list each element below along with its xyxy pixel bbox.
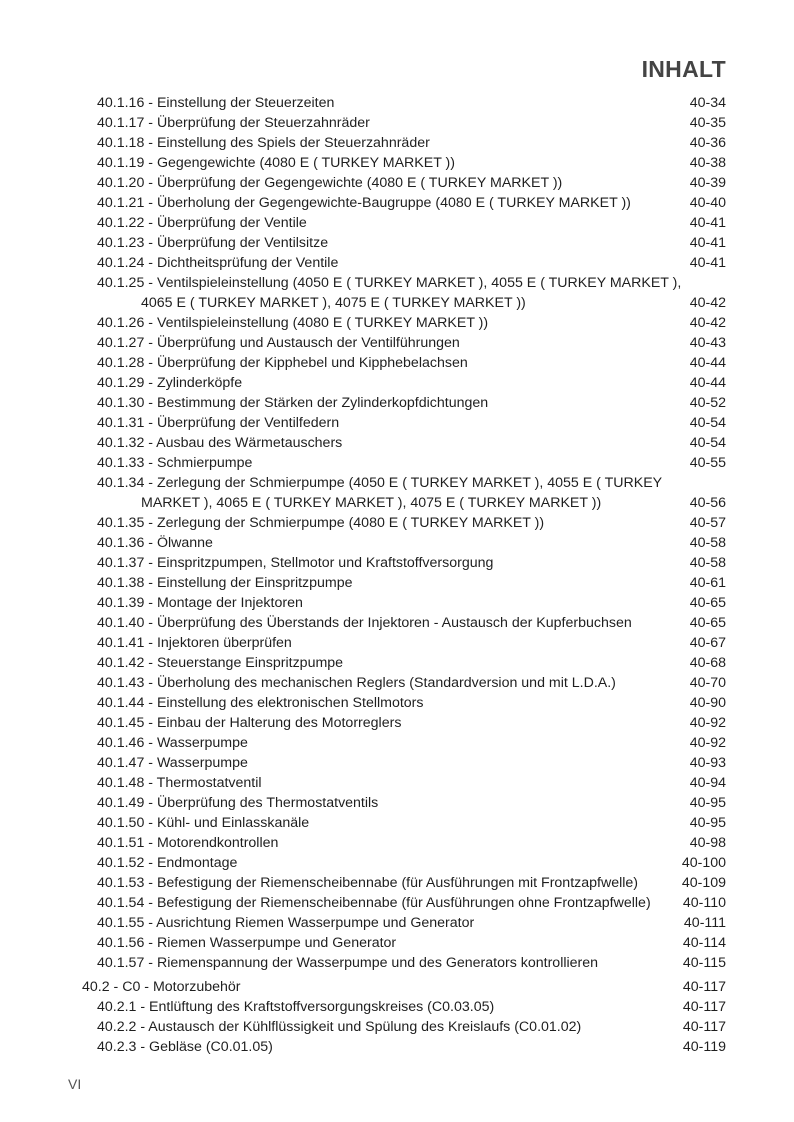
toc-entry-40-1-42[interactable] — [0, 653, 794, 673]
toc-entry-page: 40-36 — [689, 135, 726, 151]
toc-entry-title: 40.1.26 - Ventilspieleinstellung (4080 E ( TURKEY MARKET )) — [97, 315, 489, 331]
toc-entry-40-1-24[interactable] — [0, 253, 794, 273]
toc-entry-40-1-23[interactable] — [0, 233, 794, 253]
toc-entry-title: 40.1.38 - Einstellung der Einspritzpumpe — [97, 575, 353, 591]
toc-entry-page: 40-68 — [689, 655, 726, 671]
toc-entry-title: 40.1.32 - Ausbau des Wärmetauschers — [97, 435, 343, 451]
toc-entry-page: 40-58 — [689, 555, 726, 571]
toc-entry-page: 40-114 — [682, 935, 726, 951]
toc-entry-page: 40-54 — [689, 415, 726, 431]
toc-entry-title: 40.1.51 - Motorendkontrollen — [97, 835, 279, 851]
toc-entry-page: 40-95 — [689, 795, 726, 811]
toc-entry-title: 40.1.22 - Überprüfung der Ventile — [97, 215, 307, 231]
toc-entry-page: 40-95 — [689, 815, 726, 831]
toc-entry-40-1-54[interactable] — [0, 893, 794, 913]
toc-entry-page: 40-100 — [681, 855, 726, 871]
toc-entry-title: 40.1.53 - Befestigung der Riemenscheibennabe (für Ausführungen mit Frontzapfwelle) — [97, 875, 639, 891]
toc-entry-title: 40.1.23 - Überprüfung der Ventilsitze — [97, 235, 329, 251]
toc-entry-40-1-28[interactable] — [0, 353, 794, 373]
toc-entry-title: 40.1.48 - Thermostatventil — [97, 775, 262, 791]
toc-entry-title: 40.1.40 - Überprüfung des Überstands der Injektoren - Austausch der Kupferbuchsen — [97, 615, 632, 631]
toc-entry-page: 40-38 — [689, 155, 726, 171]
toc-entry-40-2-2[interactable] — [0, 1017, 794, 1037]
toc-entry-title: 40.1.34 - Zerlegung der Schmierpumpe (4050 E ( TURKEY MARKET ), 4055 E ( TURKEY MARKET ), 4065 E ( TURKEY MARKET ), 4075 E ( TURKEY MARKET )) — [97, 475, 662, 511]
toc-entry-40-1-55[interactable] — [0, 913, 794, 933]
toc-entry-title: 40.1.47 - Wasserpumpe — [97, 755, 248, 771]
toc-entry-page: 40-115 — [682, 955, 726, 971]
toc-entry-title: 40.1.35 - Zerlegung der Schmierpumpe (4080 E ( TURKEY MARKET )) — [97, 515, 545, 531]
toc-entry-title: 40.1.57 - Riemenspannung der Wasserpumpe und des Generators kontrollieren — [97, 955, 599, 971]
table-of-contents — [0, 93, 794, 1057]
toc-entry-40-1-25[interactable] — [0, 273, 794, 313]
toc-entry-title: 40.2.3 - Gebläse (C0.01.05) — [97, 1039, 273, 1055]
toc-entry-page: 40-35 — [689, 115, 726, 131]
toc-entry-40-1-21[interactable] — [0, 193, 794, 213]
toc-entry-page: 40-40 — [689, 195, 726, 211]
toc-entry-page: 40-92 — [689, 715, 726, 731]
toc-entry-page: 40-43 — [689, 335, 726, 351]
toc-entry-title: 40.1.44 - Einstellung des elektronischen Stellmotors — [97, 695, 424, 711]
toc-entry-40-1-52[interactable] — [0, 853, 794, 873]
toc-entry-page: 40-117 — [682, 1019, 726, 1035]
toc-entry-page: 40-119 — [682, 1039, 726, 1055]
toc-entry-title: 40.1.43 - Überholung des mechanischen Reglers (Standardversion und mit L.D.A.) — [97, 675, 616, 691]
toc-entry-page: 40-109 — [681, 875, 726, 891]
toc-entry-40-1-32[interactable] — [0, 433, 794, 453]
toc-entry-page: 40-44 — [689, 355, 726, 371]
toc-entry-40-1-44[interactable] — [0, 693, 794, 713]
toc-entry-title: 40.1.30 - Bestimmung der Stärken der Zylinderkopfdichtungen — [97, 395, 489, 411]
toc-entry-page: 40-110 — [682, 895, 726, 911]
toc-entry-40-1-33[interactable] — [0, 453, 794, 473]
toc-entry-page: 40-67 — [689, 635, 726, 651]
toc-entry-page: 40-44 — [689, 375, 726, 391]
toc-entry-40-1-37[interactable] — [0, 553, 794, 573]
toc-entry-40-1-49[interactable] — [0, 793, 794, 813]
toc-entry-40-1-38[interactable] — [0, 573, 794, 593]
toc-entry-page: 40-41 — [689, 235, 726, 251]
toc-entry-page: 40-65 — [689, 615, 726, 631]
toc-entry-title: 40.1.28 - Überprüfung der Kipphebel und Kipphebelachsen — [97, 355, 468, 371]
toc-entry-page: 40-41 — [689, 215, 726, 231]
toc-entry-page: 40-98 — [689, 835, 726, 851]
toc-entry-title: 40.1.54 - Befestigung der Riemenscheibennabe (für Ausführungen ohne Frontzapfwelle) — [97, 895, 651, 911]
toc-entry-40-1-51[interactable] — [0, 833, 794, 853]
toc-entry-40-1-53[interactable] — [0, 873, 794, 893]
toc-entry-40-1-35[interactable] — [0, 513, 794, 533]
toc-entry-40-2-3[interactable] — [0, 1037, 794, 1057]
toc-entry-page: 40-117 — [682, 999, 726, 1015]
toc-entry-page: 40-34 — [689, 95, 726, 111]
toc-entry-title: 40.1.56 - Riemen Wasserpumpe und Generator — [97, 935, 397, 951]
page-number: VI — [68, 1076, 82, 1092]
toc-entry-title: 40.1.41 - Injektoren überprüfen — [97, 635, 292, 651]
toc-entry-40-2[interactable] — [0, 977, 794, 997]
toc-entry-page: 40-58 — [689, 535, 726, 551]
toc-entry-page: 40-39 — [689, 175, 726, 191]
toc-entry-40-1-31[interactable] — [0, 413, 794, 433]
toc-entry-title: 40.1.21 - Überholung der Gegengewichte-Baugruppe (4080 E ( TURKEY MARKET )) — [97, 195, 631, 211]
toc-entry-title: 40.1.25 - Ventilspieleinstellung (4050 E ( TURKEY MARKET ), 4055 E ( TURKEY MARKET ), 4065 E ( TURKEY MARKET ), 4075 E ( TURKEY MARKET )) — [97, 275, 682, 311]
toc-entry-title: 40.2.1 - Entlüftung des Kraftstoffversorgungskreises (C0.03.05) — [97, 999, 495, 1015]
toc-entry-40-1-57[interactable] — [0, 953, 794, 973]
toc-entry-title: 40.1.31 - Überprüfung der Ventilfedern — [97, 415, 340, 431]
toc-entry-title: 40.1.17 - Überprüfung der Steuerzahnräder — [97, 115, 370, 131]
toc-entry-title: 40.1.49 - Überprüfung des Thermostatventils — [97, 795, 379, 811]
toc-entry-page: 40-111 — [683, 915, 726, 931]
toc-entry-40-1-34[interactable] — [0, 473, 794, 513]
toc-entry-40-1-43[interactable] — [0, 673, 794, 693]
toc-entry-title: 40.1.27 - Überprüfung und Austausch der Ventilführungen — [97, 335, 460, 351]
toc-entry-title: 40.1.18 - Einstellung des Spiels der Steuerzahnräder — [97, 135, 430, 151]
toc-entry-40-1-41[interactable] — [0, 633, 794, 653]
toc-entry-40-1-50[interactable] — [0, 813, 794, 833]
toc-entry-page: 40-70 — [689, 675, 726, 691]
toc-entry-40-1-40[interactable] — [0, 613, 794, 633]
toc-entry-page: 40-61 — [689, 575, 726, 591]
toc-entry-40-1-30[interactable] — [0, 393, 794, 413]
toc-entry-title: 40.2 - C0 - Motorzubehör — [82, 979, 241, 995]
toc-entry-page: 40-41 — [689, 255, 726, 271]
toc-entry-page: 40-42 — [689, 295, 726, 311]
toc-entry-40-1-46[interactable] — [0, 733, 794, 753]
toc-entry-40-1-47[interactable] — [0, 753, 794, 773]
toc-entry-title: 40.1.55 - Ausrichtung Riemen Wasserpumpe und Generator — [97, 915, 475, 931]
toc-entry-40-2-1[interactable] — [0, 997, 794, 1017]
toc-entry-page: 40-92 — [689, 735, 726, 751]
toc-entry-40-1-36[interactable] — [0, 533, 794, 553]
toc-entry-page: 40-42 — [689, 315, 726, 331]
toc-entry-40-1-27[interactable] — [0, 333, 794, 353]
toc-entry-40-1-22[interactable] — [0, 213, 794, 233]
toc-entry-title: 40.1.39 - Montage der Injektoren — [97, 595, 303, 611]
toc-entry-page: 40-94 — [689, 775, 726, 791]
toc-entry-page: 40-55 — [689, 455, 726, 471]
toc-entry-title: 40.1.46 - Wasserpumpe — [97, 735, 248, 751]
toc-entry-title: 40.1.24 - Dichtheitsprüfung der Ventile — [97, 255, 339, 271]
toc-entry-title: 40.1.29 - Zylinderköpfe — [97, 375, 243, 391]
toc-entry-40-1-56[interactable] — [0, 933, 794, 953]
toc-entry-40-1-19[interactable] — [0, 153, 794, 173]
toc-entry-title: 40.2.2 - Austausch der Kühlflüssigkeit und Spülung des Kreislaufs (C0.01.02) — [97, 1019, 582, 1035]
toc-entry-page: 40-52 — [689, 395, 726, 411]
toc-entry-title: 40.1.52 - Endmontage — [97, 855, 238, 871]
toc-entry-title: 40.1.50 - Kühl- und Einlasskanäle — [97, 815, 310, 831]
toc-entry-40-1-48[interactable] — [0, 773, 794, 793]
toc-entry-40-1-45[interactable] — [0, 713, 794, 733]
toc-entry-title: 40.1.37 - Einspritzpumpen, Stellmotor und Kraftstoffversorgung — [97, 555, 494, 571]
toc-entry-title: 40.1.16 - Einstellung der Steuerzeiten — [97, 95, 335, 111]
toc-entry-title: 40.1.20 - Überprüfung der Gegengewichte (4080 E ( TURKEY MARKET )) — [97, 175, 563, 191]
toc-entry-40-1-17[interactable] — [0, 113, 794, 133]
page-title: INHALT — [641, 56, 726, 82]
toc-entry-title: 40.1.33 - Schmierpumpe — [97, 455, 253, 471]
toc-entry-page: 40-56 — [689, 495, 726, 511]
toc-entry-40-1-16[interactable] — [0, 93, 794, 113]
toc-entry-40-1-39[interactable] — [0, 593, 794, 613]
toc-entry-page: 40-54 — [689, 435, 726, 451]
toc-entry-title: 40.1.19 - Gegengewichte (4080 E ( TURKEY MARKET )) — [97, 155, 456, 171]
toc-entry-40-1-26[interactable] — [0, 313, 794, 333]
toc-entry-page: 40-65 — [689, 595, 726, 611]
toc-entry-40-1-18[interactable] — [0, 133, 794, 153]
toc-entry-page: 40-90 — [689, 695, 726, 711]
toc-entry-title: 40.1.36 - Ölwanne — [97, 535, 213, 551]
toc-entry-page: 40-117 — [682, 979, 726, 995]
toc-entry-page: 40-57 — [689, 515, 726, 531]
toc-entry-40-1-29[interactable] — [0, 373, 794, 393]
toc-entry-title: 40.1.42 - Steuerstange Einspritzpumpe — [97, 655, 344, 671]
toc-entry-title: 40.1.45 - Einbau der Halterung des Motorreglers — [97, 715, 402, 731]
toc-entry-page: 40-93 — [689, 755, 726, 771]
toc-entry-40-1-20[interactable] — [0, 173, 794, 193]
